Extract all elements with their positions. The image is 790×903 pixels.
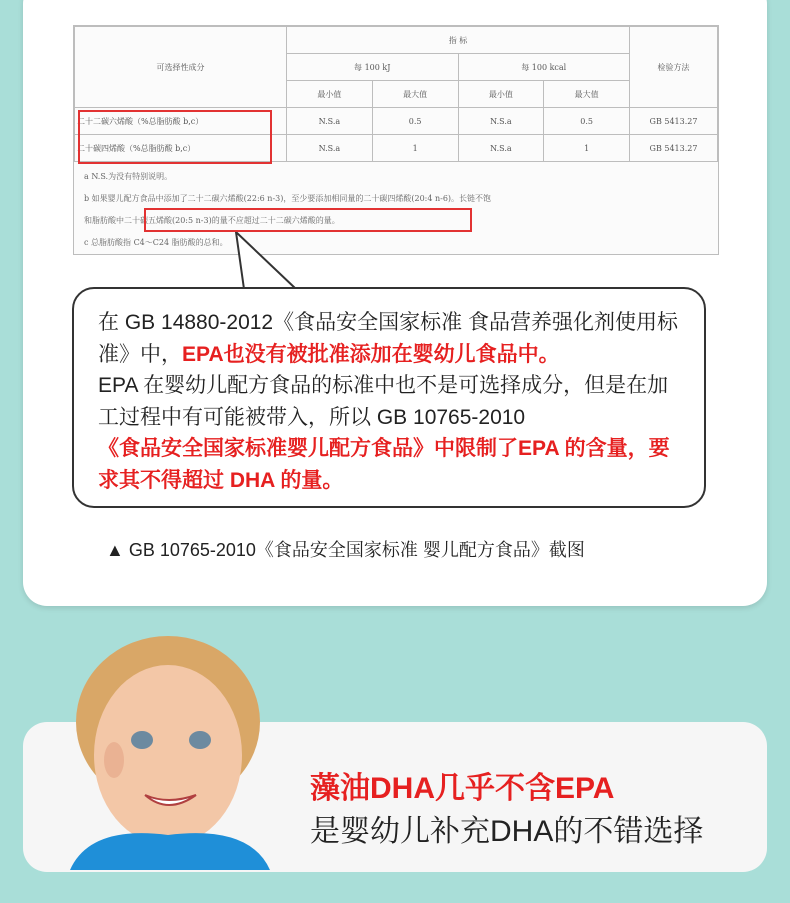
speech-bubble-tail (234, 232, 314, 292)
note-line: c 总脂肪酸指 C4～C24 脂肪酸的总和。 (84, 238, 228, 247)
header-per-kcal: 每 100 kcal (458, 54, 630, 81)
row-value: N.S.a (458, 135, 544, 162)
bubble-text-2: EPA 在婴幼儿配方食品的标准中也不是可选择成分，但是在加工过程中有可能被带入，所以 GB 10765-2010 (98, 374, 669, 429)
caption: ▲ GB 10765-2010《食品安全国家标准 婴儿配方食品》截图 (106, 540, 585, 560)
row-value: 0.5 (544, 108, 630, 135)
row-value: N.S.a (287, 135, 373, 162)
row-method: GB 5413.27 (630, 135, 718, 162)
row-value: N.S.a (287, 108, 373, 135)
highlight-box-rows (78, 110, 272, 164)
header-method: 检验方法 (630, 27, 718, 108)
header-per-kj: 每 100 kJ (287, 54, 459, 81)
row-value: N.S.a (458, 108, 544, 135)
row-value: 0.5 (372, 108, 458, 135)
header-component: 可选择性成分 (75, 27, 287, 108)
header-min: 最小值 (287, 81, 373, 108)
header-min: 最小值 (458, 81, 544, 108)
slogan-subline: 是婴幼儿补充DHA的不错选择 (310, 815, 704, 848)
row-method: GB 5413.27 (630, 108, 718, 135)
highlight-box-note (144, 208, 472, 232)
bubble-highlight-2: 《食品安全国家标准婴儿配方食品》中限制了EPA 的含量，要求其不得超过 DHA 的量。 (98, 437, 670, 492)
bubble-text-1: 在 GB 14880-2012《食品安全国家标准 食品营养强化剂使用标准》中， (98, 311, 678, 366)
bubble-highlight-1: EPA也没有被批准添加在婴幼儿食品中。 (182, 342, 560, 366)
header-max: 最大值 (544, 81, 630, 108)
slogan-headline: 藻油DHA几乎不含EPA (310, 772, 615, 805)
child-photo (50, 630, 290, 870)
note-line: 和脂肪酸中二十碳五烯酸(20:5 n-3)的量不应超过二十二碳六烯酸的量。 (84, 216, 340, 225)
row-value: 1 (544, 135, 630, 162)
header-max: 最大值 (372, 81, 458, 108)
standard-table-screenshot (73, 25, 719, 255)
row-name: 二十碳四烯酸（%总脂肪酸 b,c） (75, 135, 287, 162)
row-value: 1 (372, 135, 458, 162)
row-name: 二十二碳六烯酸（%总脂肪酸 b,c） (75, 108, 287, 135)
speech-bubble (72, 287, 706, 508)
note-line: a N.S.为没有特别说明。 (84, 172, 173, 181)
header-indicator: 指 标 (287, 27, 630, 54)
note-line: b 如果婴儿配方食品中添加了二十二碳六烯酸(22:6 n-3)，至少要添加相同量的二十碳四烯酸(20:4 n-6)。长链不饱 (84, 194, 492, 203)
